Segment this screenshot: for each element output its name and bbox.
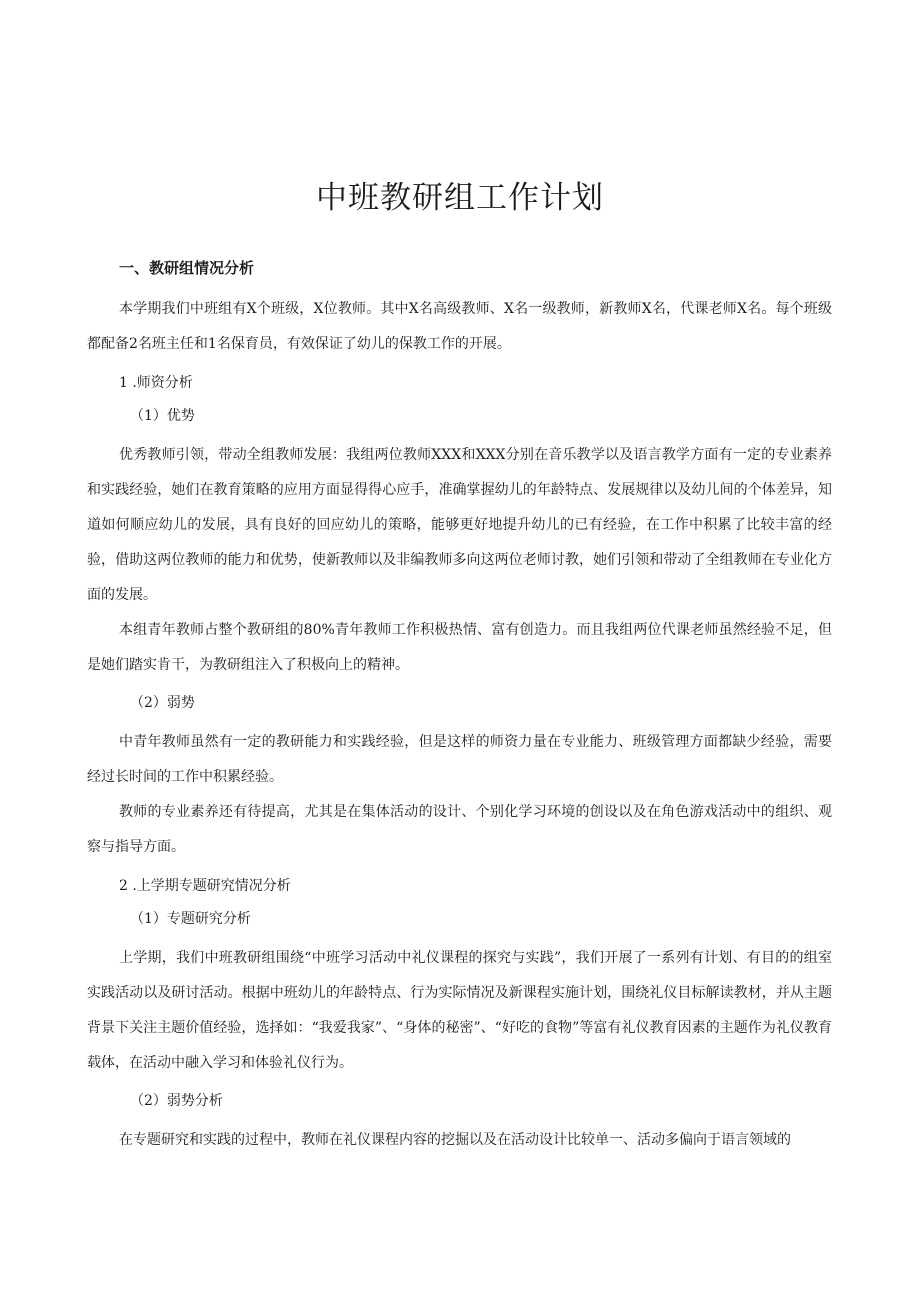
paragraph-strength-2: 本组青年教师占整个教研组的80%青年教师工作积极热情、富有创造力。而且我组两位代课老师虽然经验不足，但是她们踏实肯干，为教研组注入了积极向上的精神。 [87, 622, 832, 673]
document-title: 中班教研组工作计划 [316, 180, 604, 216]
subheading-weakness-analysis: （2）弱势分析 [130, 1093, 223, 1109]
subheading-teacher-analysis: 1 .师资分析 [119, 375, 193, 391]
subheading-research-analysis: 2 .上学期专题研究情况分析 [119, 878, 291, 894]
paragraph-research: 上学期，我们中班教研组围绕“中班学习活动中礼仪课程的探究与实践”，我们开展了一系列有计划、有目的的组室实践活动以及研讨活动。根据中班幼儿的年龄特点、行为实际情况及新课程实施计划，围绕礼仪目标解读教材，并从主题背景下关注主题价值经验，选择如：“我爱我家”、“身体的秘密”、“好吃的食物”等富有礼仪教育因素的主题作为礼仪教育载体，在活动中融入学习和体验礼仪行为。 [87, 950, 832, 1071]
paragraph-weakness-1: 中青年教师虽然有一定的教研能力和实践经验，但是这样的师资力量在专业能力、班级管理方面都缺少经验，需要经过长时间的工作中积累经验。 [87, 734, 832, 785]
paragraph-weakness-analysis: 在专题研究和实践的过程中，教师在礼仪课程内容的挖掘以及在活动设计比较单一、活动多偏向于语言领域的 [119, 1132, 791, 1148]
subheading-topic-research: （1）专题研究分析 [130, 911, 251, 927]
subheading-weaknesses: （2）弱势 [130, 695, 195, 711]
document-body [87, 258, 832, 1158]
paragraph-intro: 本学期我们中班组有X个班级，X位教师。其中X名高级教师、X名一级教师，新教师X名，代课老师X名。每个班级都配备2名班主任和1名保育员，有效保证了幼儿的保教工作的开展。 [87, 301, 832, 352]
subheading-strengths: （1）优势 [130, 408, 195, 424]
section-heading-analysis: 一、教研组情况分析 [119, 259, 255, 277]
paragraph-weakness-2: 教师的专业素养还有待提高，尤其是在集体活动的设计、个别化学习环境的创设以及在角色游戏活动中的组织、观察与指导方面。 [87, 804, 832, 855]
paragraph-strength-1: 优秀教师引领，带动全组教师发展：我组两位教师XXX和XXX分别在音乐教学以及语言教学方面有一定的专业素养和实践经验，她们在教育策略的应用方面显得得心应手，准确掌握幼儿的年龄特点、发展规律以及幼儿间的个体差异，知道如何顺应幼儿的发展，具有良好的回应幼儿的策略，能够更好地提升幼儿的已有经验，在工作中积累了比较丰富的经验，借助这两位教师的能力和优势，使新教师以及非编教师多向这两位老师讨教，她们引领和带动了全组教师在专业化方面的发展。 [87, 447, 832, 603]
